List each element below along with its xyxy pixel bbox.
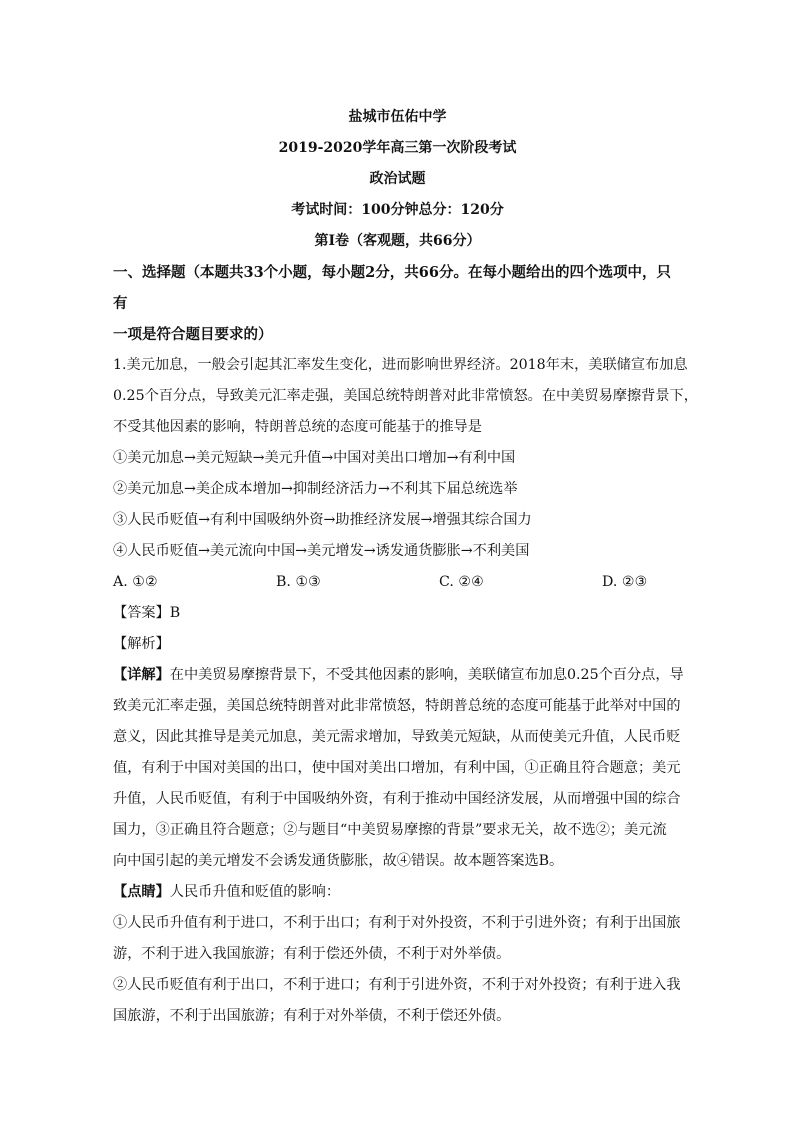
volume-title: 第Ⅰ卷（客观题，共66分） <box>314 233 481 249</box>
point-line: 国旅游，不利于出国旅游；有利于对外举债，不利于偿还外债。 <box>113 1008 511 1024</box>
school-name: 盐城市伍佑中学 <box>348 109 447 125</box>
analysis-label: 【解析】 <box>113 636 170 652</box>
detail-line: 值，有利于中国对美国的出口，使中国对美出口增加，有利中国，①正确且符合题意；美元 <box>113 760 681 776</box>
point-heading <box>113 877 682 908</box>
subject-title: 政治试题 <box>369 171 426 187</box>
point-line: ①人民币升值有利于进口，不利于出口；有利于对外投资，不利于引进外资；有利于出国旅 <box>113 915 681 931</box>
statement-1: ①美元加息→美元短缺→美元升值→中国对美出口增加→有利中国 <box>113 450 516 466</box>
statement-4: ④人民币贬值→美元流向中国→美元增发→诱发通货膨胀→不利美国 <box>113 543 530 559</box>
exam-title: 2019-2020学年高三第一次阶段考试 <box>278 140 517 156</box>
detail-text: 在中美贸易摩擦背景下，不受其他因素的影响，美联储宣布加息0.25个百分点，导 <box>169 667 684 683</box>
question-stem-line: 0.25个百分点，导致美元汇率走强，美国总统特朗普对此非常愤怒。在中美贸易摩擦背景下， <box>113 388 698 404</box>
detail-line: 向中国引起的美元增发不会诱发通货膨胀，故④错误。故本题答案选B。 <box>113 853 564 869</box>
answer-line: 【答案】B <box>113 605 181 621</box>
point-line: 游，不利于进入我国旅游；有利于偿还外债，不利于对外举债。 <box>113 946 511 962</box>
detail-tag: 【详解】 <box>113 667 170 683</box>
statement-2: ②美元加息→美企成本增加→抑制经济活力→不利其下届总统选举 <box>113 481 518 497</box>
option-a: A. ①② <box>113 574 158 590</box>
question-stem-line: 不受其他因素的影响，特朗普总统的态度可能基于的推导是 <box>113 419 482 435</box>
answer-options <box>113 567 682 598</box>
detail-line: 致美元汇率走强，美国总统特朗普对此非常愤怒，特朗普总统的态度可能基于此举对中国的 <box>113 698 681 714</box>
point-tag: 【点睛】 <box>113 884 170 900</box>
detail-line <box>113 660 682 691</box>
section-heading-line-2: 一项是符合题目要求的） <box>113 326 273 343</box>
option-c: C. ②④ <box>439 574 484 590</box>
detail-line: 国力，③正确且符合题意；②与题目“中美贸易摩擦的背景”要求无关，故不选②；美元流 <box>113 822 667 838</box>
section-heading-line-1: 一、选择题（本题共33个小题，每小题2分，共66分。在每小题给出的四个选项中，只有 <box>113 264 671 312</box>
option-b: B. ①③ <box>276 574 321 590</box>
detail-line: 升值，人民币贬值，有利于中国吸纳外资，有利于推动中国经济发展，从而增强中国的综合 <box>113 791 681 807</box>
point-title: 人民币升值和贬值的影响： <box>169 884 341 900</box>
statement-3: ③人民币贬值→有利中国吸纳外资→助推经济发展→增强其综合国力 <box>113 512 532 528</box>
detail-line: 意义，因此其推导是美元加息，美元需求增加，导致美元短缺，从而使美元升值，人民币贬 <box>113 729 681 745</box>
time-score-info: 考试时间：100分钟总分：120分 <box>291 202 504 218</box>
question-stem-line: 1.美元加息，一般会引起其汇率发生变化，进而影响世界经济。2018年末，美联储宣布加息 <box>113 357 688 373</box>
option-d: D. ②③ <box>602 574 648 590</box>
point-line: ②人民币贬值有利于出口，不利于进口；有利于引进外资，不利于对外投资；有利于进入我 <box>113 977 681 993</box>
question-1 <box>113 350 698 1032</box>
